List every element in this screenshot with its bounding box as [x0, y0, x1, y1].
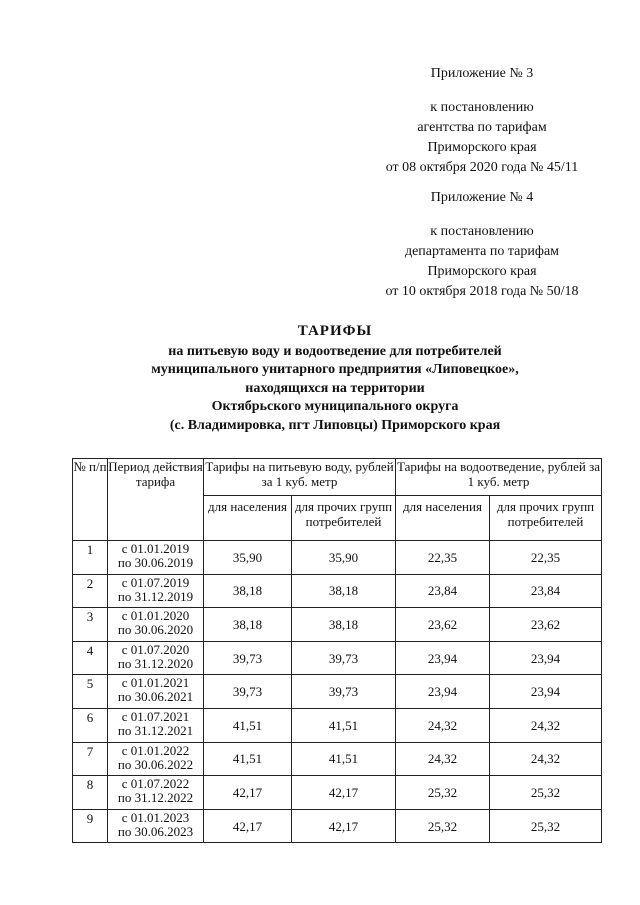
- appendix-3-block: [372, 64, 592, 178]
- water-population-value: 35,90: [204, 541, 292, 575]
- appendix-4-line: от 10 октября 2018 года № 50/18: [385, 284, 579, 299]
- sewage-other-value: 23,62: [490, 608, 602, 642]
- sewage-other-value: 23,84: [490, 574, 602, 608]
- appendix-3-label: Приложение № 3: [430, 66, 534, 81]
- sewage-population-value: 24,32: [396, 742, 490, 776]
- table-row: [73, 708, 602, 742]
- period-to: по 31.12.2019: [117, 588, 194, 604]
- period-to: по 30.06.2019: [117, 555, 194, 570]
- row-number: 5: [73, 675, 108, 709]
- row-period: [108, 574, 204, 608]
- header-num: № п/п: [73, 459, 108, 541]
- row-period: [108, 742, 204, 776]
- row-number: 1: [73, 541, 108, 575]
- appendix-4-line: к постановлению: [430, 224, 534, 239]
- water-other-value: 41,51: [292, 742, 396, 776]
- water-other-value: 35,90: [292, 541, 396, 575]
- title-main: ТАРИФЫ: [297, 323, 373, 339]
- period-from: с 01.07.2019: [121, 574, 190, 590]
- sewage-other-value: 25,32: [490, 809, 602, 843]
- row-number: 3: [73, 608, 108, 642]
- water-other-value: 42,17: [292, 809, 396, 843]
- sewage-population-value: 24,32: [396, 708, 490, 742]
- water-population-value: 41,51: [204, 742, 292, 776]
- water-population-value: 42,17: [204, 809, 292, 843]
- title-line: находящихся на территории: [245, 380, 425, 396]
- water-other-value: 39,73: [292, 641, 396, 675]
- sewage-other-value: 24,32: [490, 742, 602, 776]
- row-period: [108, 809, 204, 843]
- title-line: на питьевую воду и водоотведение для потребителей: [168, 343, 502, 359]
- row-period: [108, 776, 204, 810]
- water-other-value: 41,51: [292, 708, 396, 742]
- appendix-4-line: департамента по тарифам: [404, 244, 560, 259]
- period-from: с 01.07.2022: [121, 776, 190, 792]
- row-number: 9: [73, 809, 108, 843]
- title-line: муниципального унитарного предприятия «Липовецкое»,: [151, 362, 519, 377]
- water-other-value: 38,18: [292, 608, 396, 642]
- appendix-4-label: Приложение № 4: [430, 190, 534, 205]
- sewage-other-value: 23,94: [490, 675, 602, 709]
- sewage-population-value: 25,32: [396, 809, 490, 843]
- sewage-population-value: 25,32: [396, 776, 490, 810]
- header-water-other: для прочих групп потребителей: [292, 496, 396, 541]
- title-line: (с. Владимировка, пгт Липовцы) Приморского края: [169, 417, 501, 433]
- appendix-3-line: от 08 октября 2020 года № 45/11: [385, 160, 579, 175]
- tariff-table-body: [73, 541, 602, 843]
- water-other-value: 38,18: [292, 574, 396, 608]
- sewage-other-value: 22,35: [490, 541, 602, 575]
- header-water-population: для населения: [204, 496, 292, 541]
- water-population-value: 41,51: [204, 708, 292, 742]
- appendix-3-line: к постановлению: [430, 100, 534, 115]
- table-row: [73, 541, 602, 575]
- period-from: с 01.01.2019: [121, 541, 190, 556]
- appendix-3-line: агентства по тарифам: [417, 120, 547, 135]
- period-from: с 01.01.2020: [121, 608, 190, 624]
- period-to: по 30.06.2021: [117, 689, 194, 705]
- row-period: [108, 608, 204, 642]
- header-sewage-population: для населения: [396, 496, 490, 541]
- period-to: по 31.12.2020: [117, 655, 194, 671]
- document-title: [60, 322, 610, 435]
- water-population-value: 39,73: [204, 641, 292, 675]
- water-population-value: 38,18: [204, 608, 292, 642]
- sewage-other-value: 23,94: [490, 641, 602, 675]
- appendix-4-block: [372, 188, 592, 302]
- water-population-value: 38,18: [204, 574, 292, 608]
- water-other-value: 39,73: [292, 675, 396, 709]
- sewage-population-value: 23,94: [396, 675, 490, 709]
- period-from: с 01.07.2021: [121, 708, 190, 724]
- row-period: [108, 641, 204, 675]
- sewage-population-value: 23,62: [396, 608, 490, 642]
- row-number: 7: [73, 742, 108, 776]
- title-line: Октябрьского муниципального округа: [211, 399, 459, 414]
- period-to: по 30.06.2020: [117, 622, 194, 638]
- table-row: [73, 675, 602, 709]
- tariff-table: [72, 458, 602, 843]
- period-to: по 30.06.2022: [117, 756, 194, 772]
- table-row: [73, 776, 602, 810]
- row-number: 8: [73, 776, 108, 810]
- period-from: с 01.01.2021: [121, 675, 190, 691]
- row-number: 4: [73, 641, 108, 675]
- water-population-value: 42,17: [204, 776, 292, 810]
- period-from: с 01.01.2023: [121, 809, 190, 825]
- row-period: [108, 708, 204, 742]
- sewage-other-value: 25,32: [490, 776, 602, 810]
- table-row: [73, 608, 602, 642]
- water-population-value: 39,73: [204, 675, 292, 709]
- table-row: [73, 742, 602, 776]
- sewage-population-value: 23,94: [396, 641, 490, 675]
- sewage-other-value: 24,32: [490, 708, 602, 742]
- sewage-population-value: 23,84: [396, 574, 490, 608]
- water-other-value: 42,17: [292, 776, 396, 810]
- table-row: [73, 809, 602, 843]
- period-to: по 30.06.2023: [117, 823, 194, 839]
- period-from: с 01.01.2022: [121, 742, 190, 758]
- sewage-population-value: 22,35: [396, 541, 490, 575]
- header-sewage-other: для прочих групп потребителей: [490, 496, 602, 541]
- appendix-3-line: Приморского края: [427, 140, 537, 155]
- header-water: Тарифы на питьевую воду, рублей за 1 куб. метр: [204, 459, 396, 496]
- row-number: 6: [73, 708, 108, 742]
- table-row: [73, 641, 602, 675]
- period-to: по 31.12.2021: [117, 722, 194, 738]
- appendix-4-line: Приморского края: [427, 264, 537, 279]
- period-from: с 01.07.2020: [121, 641, 190, 657]
- table-row: [73, 574, 602, 608]
- row-number: 2: [73, 574, 108, 608]
- header-period: Период действия тарифа: [108, 459, 204, 541]
- period-to: по 31.12.2022: [117, 790, 194, 806]
- header-sewage: Тарифы на водоотведение, рублей за 1 куб. метр: [396, 459, 602, 496]
- row-period: [108, 675, 204, 709]
- row-period: [108, 541, 204, 575]
